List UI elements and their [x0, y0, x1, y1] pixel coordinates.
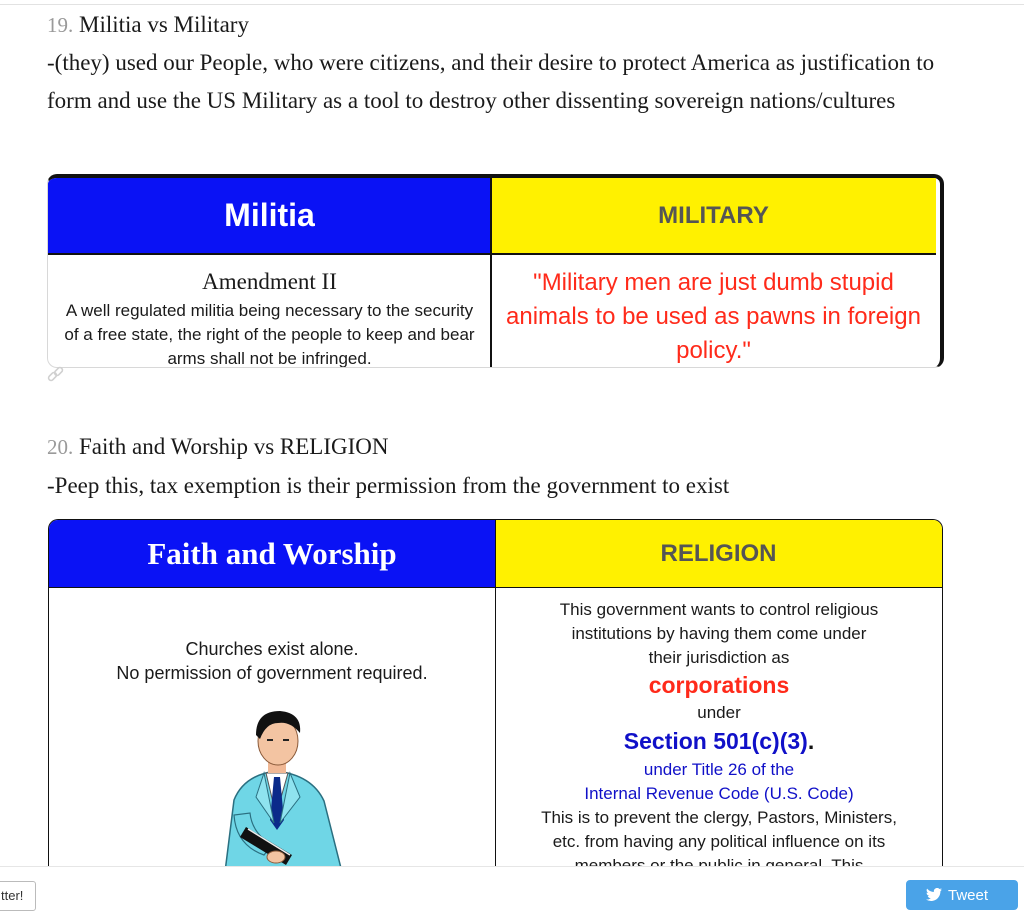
section-19-paragraph: -(they) used our People, who were citizens, and their desire to protect America as justification to form and use the US Military as a tool to destroy other dissenting sovereign nations/cultures: [47, 50, 935, 113]
churches-line-1: Churches exist alone.: [185, 639, 359, 659]
religion-text: [496, 598, 942, 878]
man-reading-book-image: [194, 705, 354, 880]
link-icon[interactable]: [46, 366, 66, 384]
amendment-title: Amendment II: [202, 269, 337, 294]
section-501-line: [496, 725, 942, 758]
table-row-divider: [48, 253, 936, 255]
irc-text: Internal Revenue Code (U.S. Code): [584, 784, 854, 803]
military-header: MILITARY: [491, 178, 936, 253]
tweet-button[interactable]: [906, 880, 1018, 910]
section-20-paragraph: -Peep this, tax exemption is their permission from the government to exist: [47, 473, 730, 498]
section-501-period: .: [807, 728, 815, 754]
religion-line-3: their jurisdiction as: [648, 648, 790, 667]
militia-military-table: [47, 174, 944, 368]
churches-line-2: No permission of government required.: [116, 663, 428, 683]
follow-button[interactable]: tter!: [0, 881, 36, 911]
faith-header: Faith and Worship: [49, 520, 495, 587]
footer-bar: [0, 867, 1024, 900]
prevent-line-2: etc. from having any political influence on its: [552, 832, 886, 851]
religion-line-2: institutions by having them come under: [571, 624, 867, 643]
section-19-number: 19.: [47, 13, 74, 37]
militia-header: Militia: [48, 178, 491, 253]
religion-line-1: This government wants to control religious: [559, 600, 879, 619]
section-20-number: 20.: [47, 435, 74, 459]
tweet-label: Tweet: [948, 887, 989, 904]
section-19-title: Militia vs Military: [79, 12, 249, 37]
corporations-text: corporations: [648, 672, 790, 698]
faith-religion-table: [48, 519, 943, 880]
section-501-text: Section 501(c)(3): [623, 728, 808, 754]
twitter-bird-icon: [926, 888, 942, 901]
section-20-title: Faith and Worship vs RELIGION: [79, 434, 389, 459]
under-text: under: [697, 703, 741, 722]
religion-header: RELIGION: [495, 520, 942, 587]
prevent-line-1: This is to prevent the clergy, Pastors, Ministers,: [541, 808, 897, 827]
churches-text: [49, 637, 495, 685]
section-19-heading: [47, 12, 249, 38]
top-divider: [0, 4, 1024, 5]
section-20-heading: [47, 434, 388, 460]
amendment-text: A well regulated militia being necessary to the security of a free state, the right of the people to keep and bear arms shall not be infringed.: [64, 301, 475, 368]
military-quote: "Military men are just dumb stupid animals to be used as pawns in foreign policy.": [506, 269, 921, 364]
title-26-text: under Title 26 of the: [643, 760, 795, 779]
